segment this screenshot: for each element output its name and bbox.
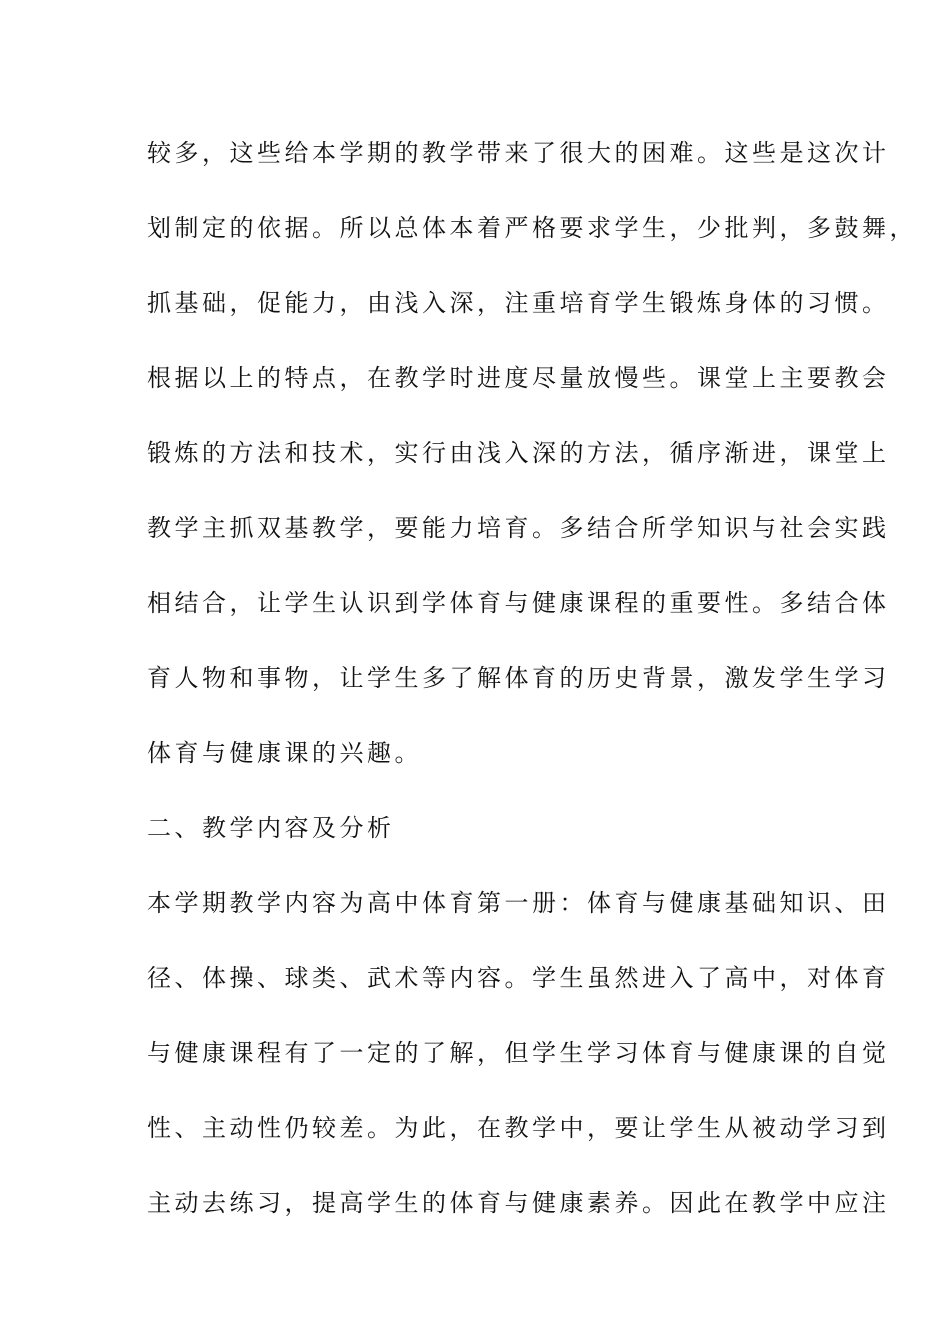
- text-line: 教学主抓双基教学，要能力培育。多结合所学知识与社会实践: [147, 514, 890, 542]
- text-line: 本学期教学内容为高中体育第一册：体育与健康基础知识、田: [147, 889, 890, 917]
- text-line: 与健康课程有了一定的了解，但学生学习体育与健康课的自觉: [147, 1039, 890, 1067]
- section-heading: 二、教学内容及分析: [147, 814, 395, 842]
- text-line: 径、体操、球类、武术等内容。学生虽然进入了高中，对体育: [147, 964, 890, 992]
- text-line: 锻炼的方法和技术，实行由浅入深的方法，循序渐进，课堂上: [147, 439, 890, 467]
- text-line: 相结合，让学生认识到学体育与健康课程的重要性。多结合体: [147, 589, 890, 617]
- text-line: 较多，这些给本学期的教学带来了很大的困难。这些是这次计: [147, 139, 890, 167]
- text-line: 划制定的依据。所以总体本着严格要求学生，少批判，多鼓舞，: [147, 214, 917, 242]
- text-line: 主动去练习，提高学生的体育与健康素养。因此在教学中应注: [147, 1189, 890, 1217]
- text-line: 性、主动性仍较差。为此，在教学中，要让学生从被动学习到: [147, 1114, 890, 1142]
- text-line: 抓基础，促能力，由浅入深，注重培育学生锻炼身体的习惯。: [147, 289, 890, 317]
- text-line: 体育与健康课的兴趣。: [147, 739, 422, 767]
- text-line: 根据以上的特点，在教学时进度尽量放慢些。课堂上主要教会: [147, 364, 890, 392]
- text-line: 育人物和事物，让学生多了解体育的历史背景，激发学生学习: [147, 664, 890, 692]
